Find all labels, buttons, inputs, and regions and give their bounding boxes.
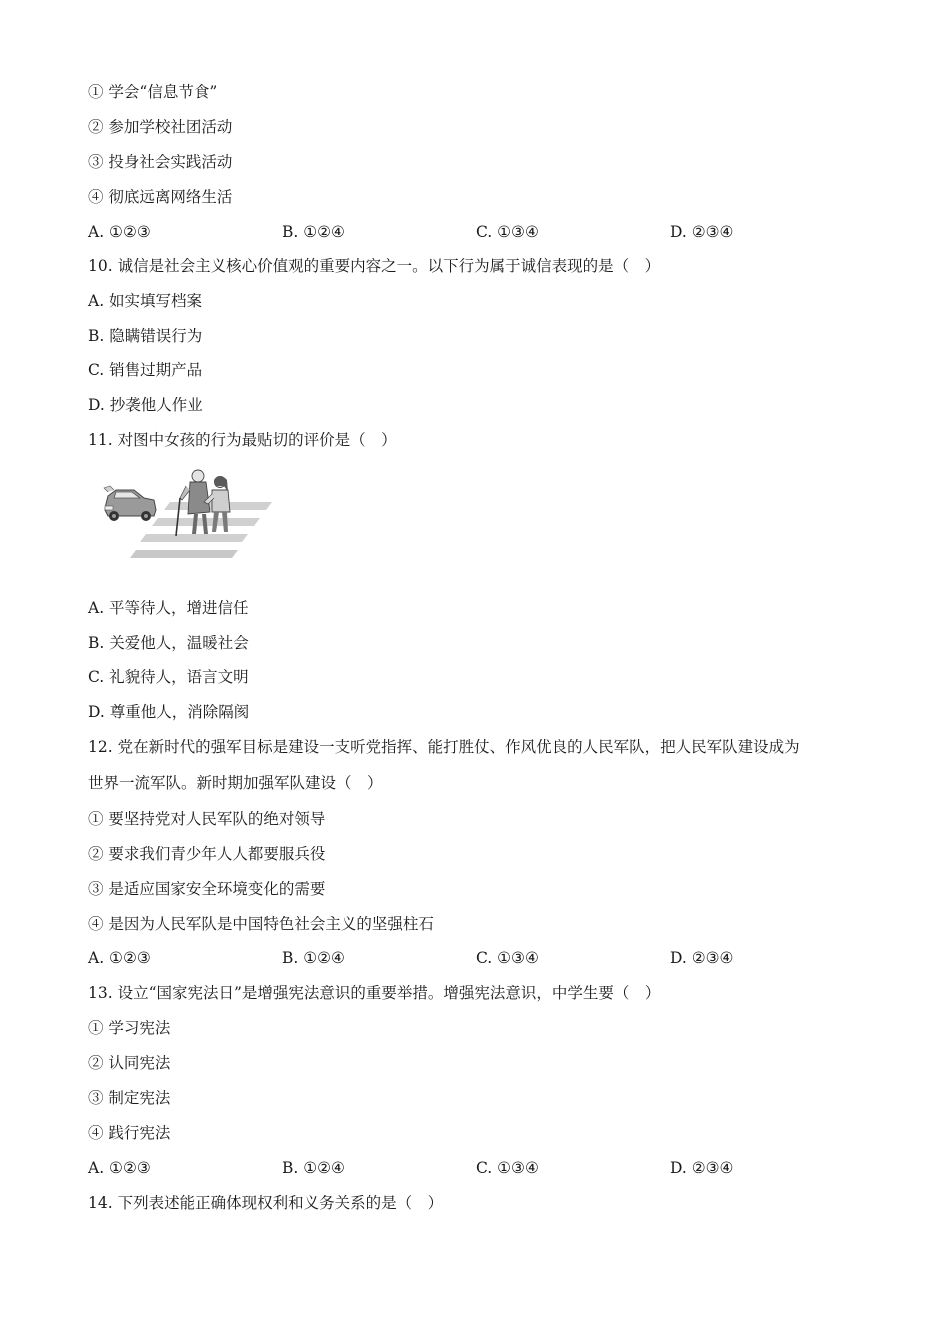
q13-item-1: ① 学习宪法 <box>88 1019 171 1037</box>
q11-option-b: B. 关爱他人，温暖社会 <box>88 634 249 652</box>
crosswalk-illustration <box>100 462 275 562</box>
car-icon <box>104 486 156 521</box>
q13-options <box>88 1158 868 1178</box>
q12-item-1: ① 要坚持党对人民军队的绝对领导 <box>88 810 326 828</box>
q12-item-4: ④ 是因为人民军队是中国特色社会主义的坚强柱石 <box>88 915 434 933</box>
q9-options <box>88 222 868 242</box>
q11-option-c: C. 礼貌待人，语言文明 <box>88 668 249 686</box>
q10-option-c: C. 销售过期产品 <box>88 361 203 379</box>
q13-option-b: B. ①②④ <box>282 1159 345 1177</box>
q10-option-a: A. 如实填写档案 <box>88 292 203 310</box>
q13-item-4: ④ 践行宪法 <box>88 1124 171 1142</box>
q9-item-3: ③ 投身社会实践活动 <box>88 153 233 171</box>
q12-stem-line-2: 世界一流军队。新时期加强军队建设（ ） <box>88 774 383 792</box>
q13-item-3: ③ 制定宪法 <box>88 1089 171 1107</box>
q12-option-c: C. ①③④ <box>476 949 539 967</box>
q9-option-c: C. ①③④ <box>476 223 539 241</box>
q14-stem: 14. 下列表述能正确体现权利和义务关系的是（ ） <box>88 1194 444 1212</box>
q12-stem-line-1: 12. 党在新时代的强军目标是建设一支听党指挥、能打胜仗、作风优良的人民军队，把人民军队建设成为 <box>88 738 800 756</box>
q13-option-d: D. ②③④ <box>670 1159 734 1177</box>
q13-item-2: ② 认同宪法 <box>88 1054 171 1072</box>
q13-option-a: A. ①②③ <box>88 1159 151 1177</box>
q12-item-3: ③ 是适应国家安全环境变化的需要 <box>88 880 326 898</box>
q12-options <box>88 948 868 968</box>
q9-option-d: D. ②③④ <box>670 223 734 241</box>
q10-stem: 10. 诚信是社会主义核心价值观的重要内容之一。以下行为属于诚信表现的是（ ） <box>88 257 661 275</box>
q11-option-a: A. 平等待人，增进信任 <box>88 599 249 617</box>
q12-option-b: B. ①②④ <box>282 949 345 967</box>
q11-option-d: D. 尊重他人，消除隔阂 <box>88 703 250 721</box>
q9-option-a: A. ①②③ <box>88 223 151 241</box>
q12-item-2: ② 要求我们青少年人人都要服兵役 <box>88 845 326 863</box>
q9-item-1: ① 学会“信息节食” <box>88 83 218 101</box>
q12-option-d: D. ②③④ <box>670 949 734 967</box>
q9-option-b: B. ①②④ <box>282 223 345 241</box>
q10-option-b: B. 隐瞒错误行为 <box>88 327 203 345</box>
q9-item-2: ② 参加学校社团活动 <box>88 118 233 136</box>
q11-stem: 11. 对图中女孩的行为最贴切的评价是（ ） <box>88 431 397 449</box>
q10-option-d: D. 抄袭他人作业 <box>88 396 203 414</box>
q9-item-4: ④ 彻底远离网络生活 <box>88 188 233 206</box>
q12-option-a: A. ①②③ <box>88 949 151 967</box>
q13-option-c: C. ①③④ <box>476 1159 539 1177</box>
q13-stem: 13. 设立“国家宪法日”是增强宪法意识的重要举措。增强宪法意识，中学生要（ ） <box>88 984 661 1002</box>
